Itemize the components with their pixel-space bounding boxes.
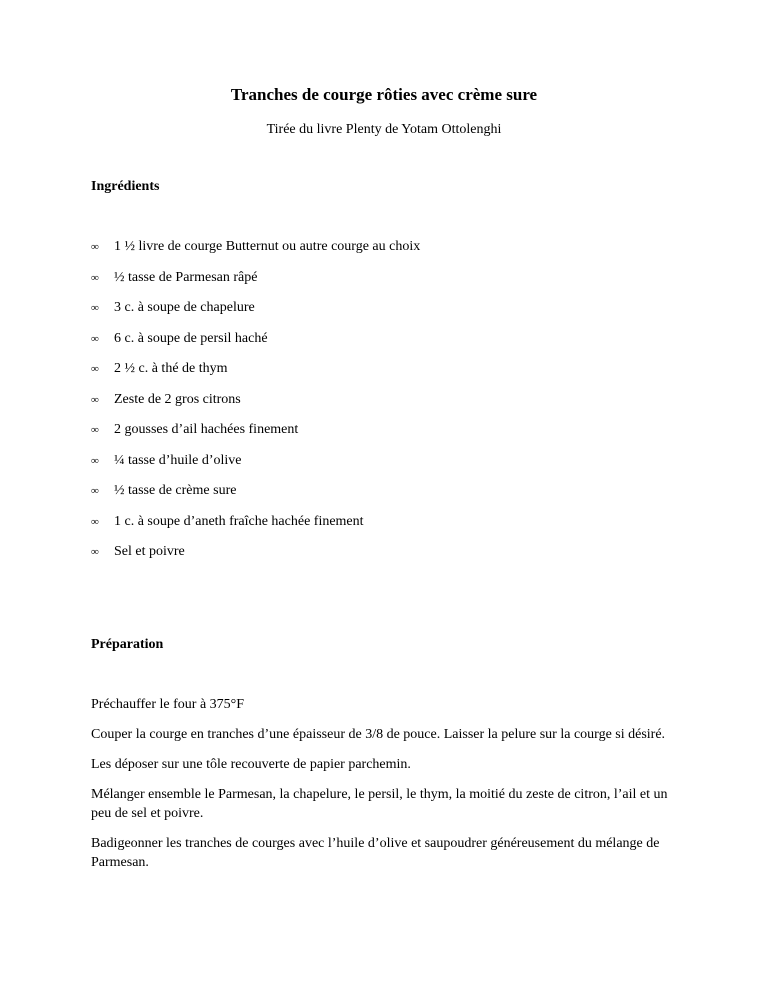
ingredient-text: 2 ½ c. à thé de thym — [114, 361, 228, 376]
preparation-steps — [91, 695, 681, 883]
bullet-icon: ∞ — [91, 515, 99, 528]
ingredient-item — [91, 543, 420, 574]
bullet-icon: ∞ — [91, 454, 99, 467]
bullet-icon: ∞ — [91, 332, 99, 345]
preparation-step: Badigeonner les tranches de courges avec l’huile d’olive et saupoudrer généreusement du mélange de Parmesan. — [91, 836, 660, 870]
ingredient-text: 1 c. à soupe d’aneth fraîche hachée finement — [114, 513, 364, 529]
ingredient-list — [91, 238, 420, 574]
ingredient-item — [91, 513, 420, 544]
bullet-icon: ∞ — [91, 485, 99, 497]
ingredient-text: 6 c. à soupe de persil haché — [114, 330, 268, 346]
ingredient-text: 3 c. à soupe de chapelure — [114, 300, 255, 315]
preparation-step: Couper la courge en tranches d’une épaisseur de 3/8 de pouce. Laisser la pelure sur la courge si désiré. — [91, 727, 666, 742]
preparation-step: Les déposer sur une tôle recouverte de papier parchemin. — [91, 757, 411, 772]
ingredient-text: 1 ½ livre de courge Butternut ou autre courge au choix — [114, 239, 421, 254]
ingredient-item — [91, 299, 420, 330]
bullet-icon: ∞ — [91, 363, 99, 375]
ingredient-item — [91, 330, 420, 361]
ingredient-text: Sel et poivre — [114, 544, 185, 559]
preparation-step: Mélanger ensemble le Parmesan, la chapelure, le persil, le thym, la moitié du zeste de citron, l’ail et un peu de sel et poivre. — [91, 787, 668, 821]
recipe-title: Tranches de courge rôties avec crème sure — [230, 85, 538, 104]
bullet-icon: ∞ — [91, 424, 99, 436]
ingredient-item — [91, 482, 420, 513]
ingredient-item — [91, 391, 420, 422]
ingredient-item — [91, 452, 420, 483]
bullet-icon: ∞ — [91, 393, 99, 406]
ingredient-item — [91, 360, 420, 391]
ingredient-item — [91, 269, 420, 300]
ingredient-item — [91, 238, 420, 269]
preparation-heading: Préparation — [91, 637, 164, 652]
bullet-icon: ∞ — [91, 546, 99, 558]
bullet-icon: ∞ — [91, 241, 99, 253]
bullet-icon: ∞ — [91, 271, 99, 284]
ingredient-text: ½ tasse de crème sure — [114, 483, 237, 498]
ingredient-item — [91, 421, 420, 452]
ingredient-text: ½ tasse de Parmesan râpé — [114, 269, 258, 285]
ingredients-heading: Ingrédients — [91, 179, 160, 194]
bullet-icon: ∞ — [91, 302, 99, 314]
ingredient-text: 2 gousses d’ail hachées finement — [114, 422, 299, 437]
preparation-step: Préchauffer le four à 375°F — [91, 697, 245, 712]
ingredient-text: Zeste de 2 gros citrons — [114, 391, 241, 407]
ingredient-text: ¼ tasse d’huile d’olive — [114, 452, 242, 468]
recipe-source: Tirée du livre Plenty de Yotam Ottolenghi — [266, 122, 502, 137]
